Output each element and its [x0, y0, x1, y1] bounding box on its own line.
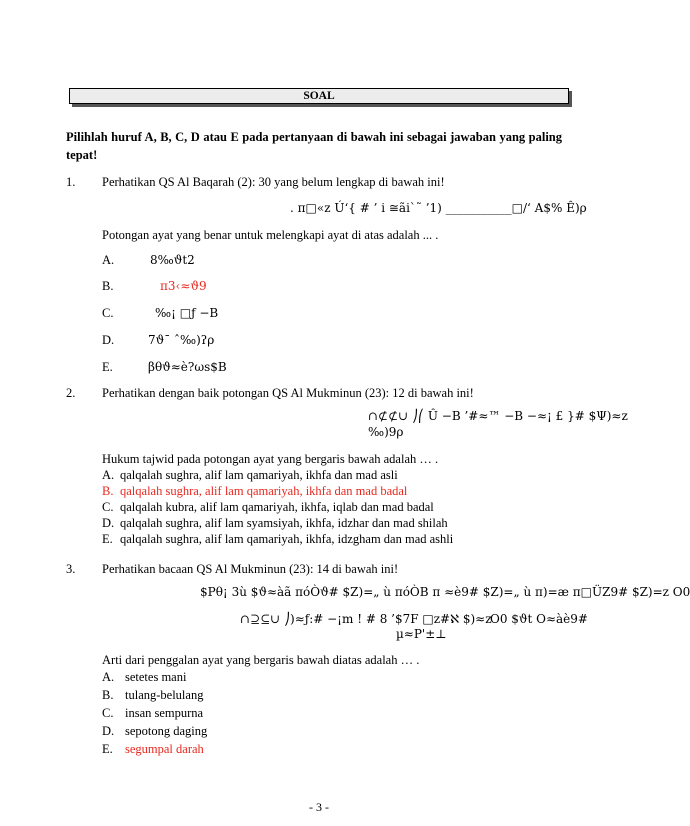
q1-option-e-text: βθϑ≈è?ωs$B — [148, 360, 227, 374]
q3-option-a-label: A. — [102, 670, 115, 684]
q1-option-a-text: 8‰ϑt2 — [150, 253, 195, 267]
q1-number: 1. — [66, 175, 76, 189]
q3-arabic-line-3: µ≈Ρ'±⊥ — [396, 627, 447, 641]
q2-option-b-label: B. — [102, 484, 114, 498]
page-number: - 3 - — [309, 800, 329, 814]
section-header — [69, 88, 569, 104]
q2-option-c-label: C. — [102, 500, 114, 514]
q3-option-b-text: tulang-belulang — [125, 688, 204, 702]
q1-option-d-label: D. — [102, 333, 115, 347]
q2-option-e-label: E. — [102, 532, 113, 546]
q3-option-a-text: setetes mani — [125, 670, 187, 684]
q1-prompt: Potongan ayat yang benar untuk melengkapi ayat di atas adalah ... . — [102, 228, 439, 242]
instruction-text: Pilihlah huruf A, B, C, D atau E pada pertanyaan di bawah ini sebagai jawaban yang paling tepat! — [66, 130, 562, 162]
q1-option-a-label: A. — [102, 253, 115, 267]
q2-option-c-text: qalqalah kubra, alif lam qamariyah, ikhfa, iqlab dan mad badal — [120, 500, 434, 514]
q1-option-b-label: B. — [102, 279, 114, 293]
q2-arabic-line-2: ‰)9ρ — [368, 425, 404, 439]
q1-arabic: . π□«z Ú‘{ # ’ i ≅ãi`˜ ’1) ___________□/‘ A$% Ê)ρ — [290, 201, 587, 215]
q3-option-c-label: C. — [102, 706, 114, 720]
q1-option-b-text: π3‹≈ϑ9 — [160, 279, 207, 293]
q2-option-d-label: D. — [102, 516, 115, 530]
q3-option-b-label: B. — [102, 688, 114, 702]
q3-prompt: Arti dari penggalan ayat yang bergaris bawah diatas adalah … . — [102, 653, 420, 667]
q3-option-e-text: segumpal darah — [125, 742, 204, 756]
q3-option-d-label: D. — [102, 724, 115, 738]
section-title: SOAL — [303, 90, 335, 102]
q1-text: Perhatikan QS Al Baqarah (2): 30 yang belum lengkap di bawah ini! — [102, 175, 445, 189]
q3-option-d-text: sepotong daging — [125, 724, 208, 738]
q2-option-a-label: A. — [102, 468, 115, 482]
q2-number: 2. — [66, 386, 76, 400]
q1-option-e-label: E. — [102, 360, 113, 374]
q3-arabic-line-2: ∩⊇⊆∪ ⎠)≈ƒ:# −¡m ! # 8 ’$7F □z#ℵ $)≈z — [240, 612, 492, 626]
q3-number: 3. — [66, 562, 76, 576]
q2-option-d-text: qalqalah sughra, alif lam syamsiyah, ikhfa, idzhar dan mad shilah — [120, 516, 448, 530]
q3-arabic-line-2b: O0 $ϑt O≈àè9# — [490, 612, 588, 626]
q3-option-e-label: E. — [102, 742, 113, 756]
q1-option-c-text: ‰¡ □ƒ −B — [155, 306, 219, 320]
q2-option-b-text: qalqalah sughra, alif lam qamariyah, ikhfa dan mad badal — [120, 484, 408, 498]
q2-prompt: Hukum tajwid pada potongan ayat yang bergaris bawah adalah … . — [102, 452, 439, 466]
q1-option-c-label: C. — [102, 306, 114, 320]
q2-text: Perhatikan dengan baik potongan QS Al Mukminun (23): 12 di bawah ini! — [102, 386, 474, 400]
q3-option-c-text: insan sempurna — [125, 706, 204, 720]
q2-arabic-line-1: ∩⊄⊄∪ ⎠⎛ Û −B ’#≈™ −B −≈¡ £ }# $Ψ)≈z — [368, 409, 628, 423]
q3-text: Perhatikan bacaan QS Al Mukminun (23): 14 di bawah ini! — [102, 562, 399, 576]
q3-arabic-line-1: $Pθ¡ 3ù $ϑ≈àã πóÒϑ# $Z)=„ ù πóÒB π ≈è9# $Z)=„ ù π)=æ π□ÜZ9# $Z)=z O0 — [200, 585, 690, 599]
q1-option-d-text: 7ϑ¯ ˆ‰)ʔρ — [148, 333, 215, 347]
q2-option-a-text: qalqalah sughra, alif lam qamariyah, ikhfa dan mad asli — [120, 468, 398, 482]
q2-option-e-text: qalqalah sughra, alif lam qamariyah, ikhfa, idzgham dan mad ashli — [120, 532, 454, 546]
